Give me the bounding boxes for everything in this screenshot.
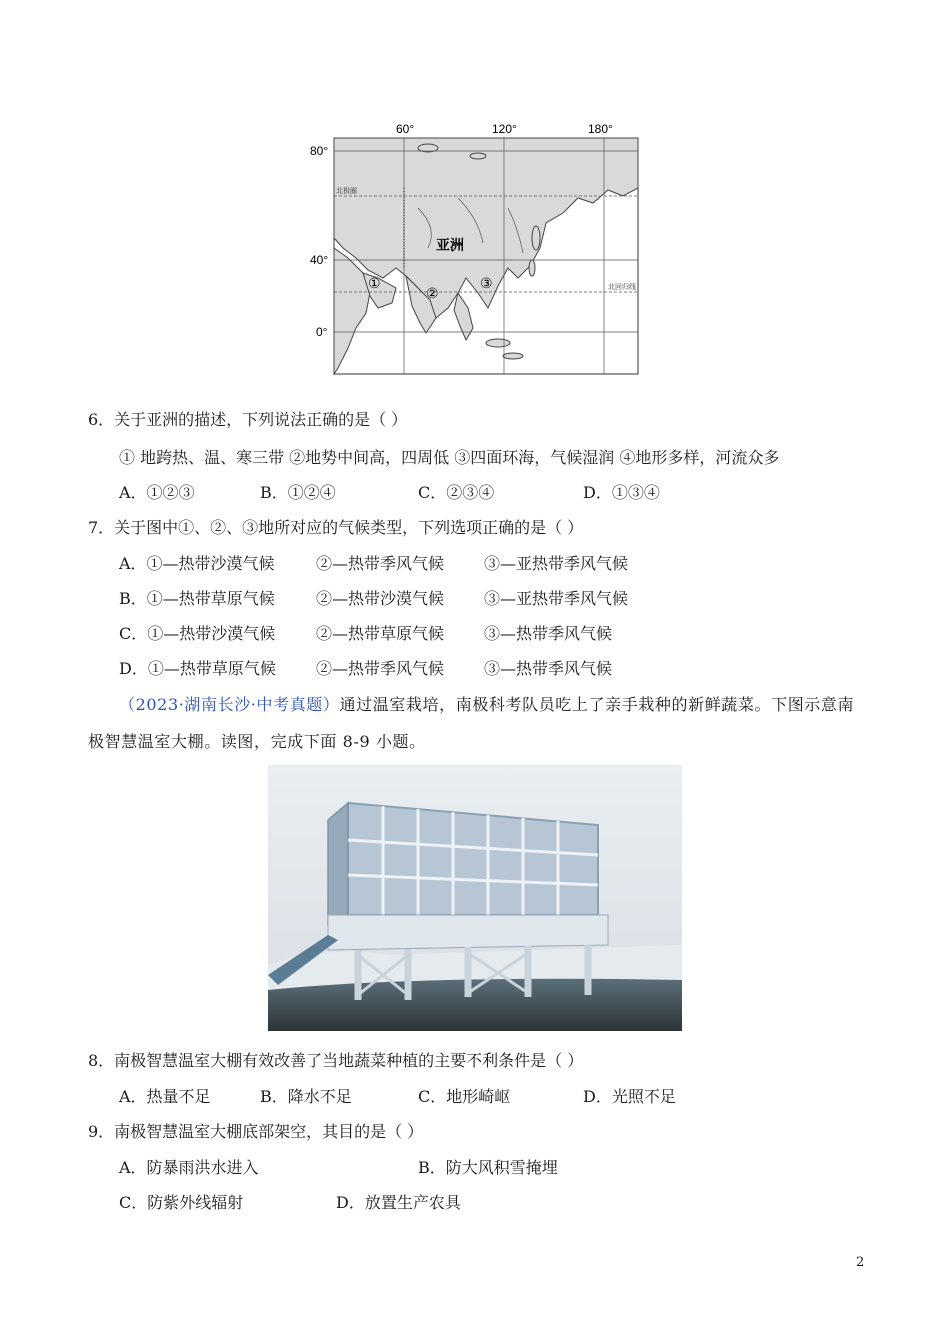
q9-option-d[interactable]: D．放置生产农具	[336, 1193, 461, 1212]
q7-option-b-3: ③—亚热带季风气候	[484, 589, 629, 608]
map-marker-3: ③	[480, 276, 493, 292]
q8-option-a[interactable]: A．热量不足	[119, 1087, 211, 1106]
passage-source: （2023·湖南长沙·中考真题）	[119, 695, 340, 714]
q7-option-b-1[interactable]: B．①—热带草原气候	[119, 589, 275, 608]
map-lat-0: 0°	[316, 325, 328, 339]
q7-option-a-2: ②—热带季风气候	[316, 554, 445, 573]
q9-stem: 9．南极智慧温室大棚底部架空，其目的是（ ）	[88, 1122, 424, 1141]
passage-line-1	[119, 694, 854, 716]
map-arctic-circle-label: 北极圈	[336, 187, 357, 195]
q8-option-c[interactable]: C．地形崎岖	[418, 1087, 511, 1106]
q9-option-b[interactable]: B．防大风积雪掩埋	[418, 1158, 558, 1177]
q8-option-d[interactable]: D．光照不足	[583, 1087, 676, 1106]
map-lat-80: 80°	[310, 144, 329, 158]
q8-stem: 8．南极智慧温室大棚有效改善了当地蔬菜种植的主要不利条件是（ ）	[88, 1051, 584, 1070]
q7-option-d-2: ②—热带季风气候	[316, 659, 445, 678]
q7-option-a-1[interactable]: A．①—热带沙漠气候	[119, 554, 275, 573]
q7-option-c-2: ②—热带草原气候	[316, 624, 445, 643]
q9-option-a[interactable]: A．防暴雨洪水进入	[119, 1158, 259, 1177]
q9-option-c[interactable]: C．防紫外线辐射	[119, 1193, 244, 1212]
q7-option-a-3: ③—亚热带季风气候	[484, 554, 629, 573]
q7-option-d-3: ③—热带季风气候	[484, 659, 613, 678]
map-lon-120: 120°	[492, 122, 517, 136]
q6-stem: 6．关于亚洲的描述，下列说法正确的是（ ）	[88, 410, 408, 429]
map-asia-label: 亚洲	[436, 238, 464, 254]
antarctic-greenhouse-photo	[268, 765, 682, 1031]
q7-option-d-1[interactable]: D．①—热带草原气候	[119, 659, 276, 678]
page-number: 2	[856, 1255, 865, 1270]
q7-option-b-2: ②—热带沙漠气候	[316, 589, 445, 608]
map-lon-60: 60°	[396, 122, 415, 136]
q6-statements: ① 地跨热、温、寒三带 ②地势中间高，四周低 ③四面环海，气候湿润 ④地形多样，河流众多	[119, 448, 780, 467]
map-lon-180: 180°	[588, 122, 613, 136]
q6-option-c[interactable]: C．②③④	[418, 483, 495, 502]
passage-text-2: 极智慧温室大棚。读图，完成下面 8-9 小题。	[88, 732, 426, 751]
q7-stem: 7．关于图中①、②、③地所对应的气候类型，下列选项正确的是（ ）	[88, 518, 584, 537]
q7-option-c-3: ③—热带季风气候	[484, 624, 613, 643]
asia-map-figure	[308, 118, 642, 378]
passage-text-1: 通过温室栽培，南极科考队员吃上了亲手栽种的新鲜蔬菜。下图示意南	[339, 695, 855, 714]
map-marker-1: ①	[368, 276, 381, 292]
map-tropic-label: 北回归线	[608, 283, 636, 291]
q6-option-b[interactable]: B．①②④	[260, 483, 336, 502]
q6-option-d[interactable]: D．①③④	[583, 483, 660, 502]
q7-option-c-1[interactable]: C．①—热带沙漠气候	[119, 624, 276, 643]
map-marker-2: ②	[426, 286, 439, 302]
q6-option-a[interactable]: A．①②③	[119, 483, 195, 502]
q8-option-b[interactable]: B．降水不足	[260, 1087, 352, 1106]
map-lat-40: 40°	[310, 253, 329, 267]
